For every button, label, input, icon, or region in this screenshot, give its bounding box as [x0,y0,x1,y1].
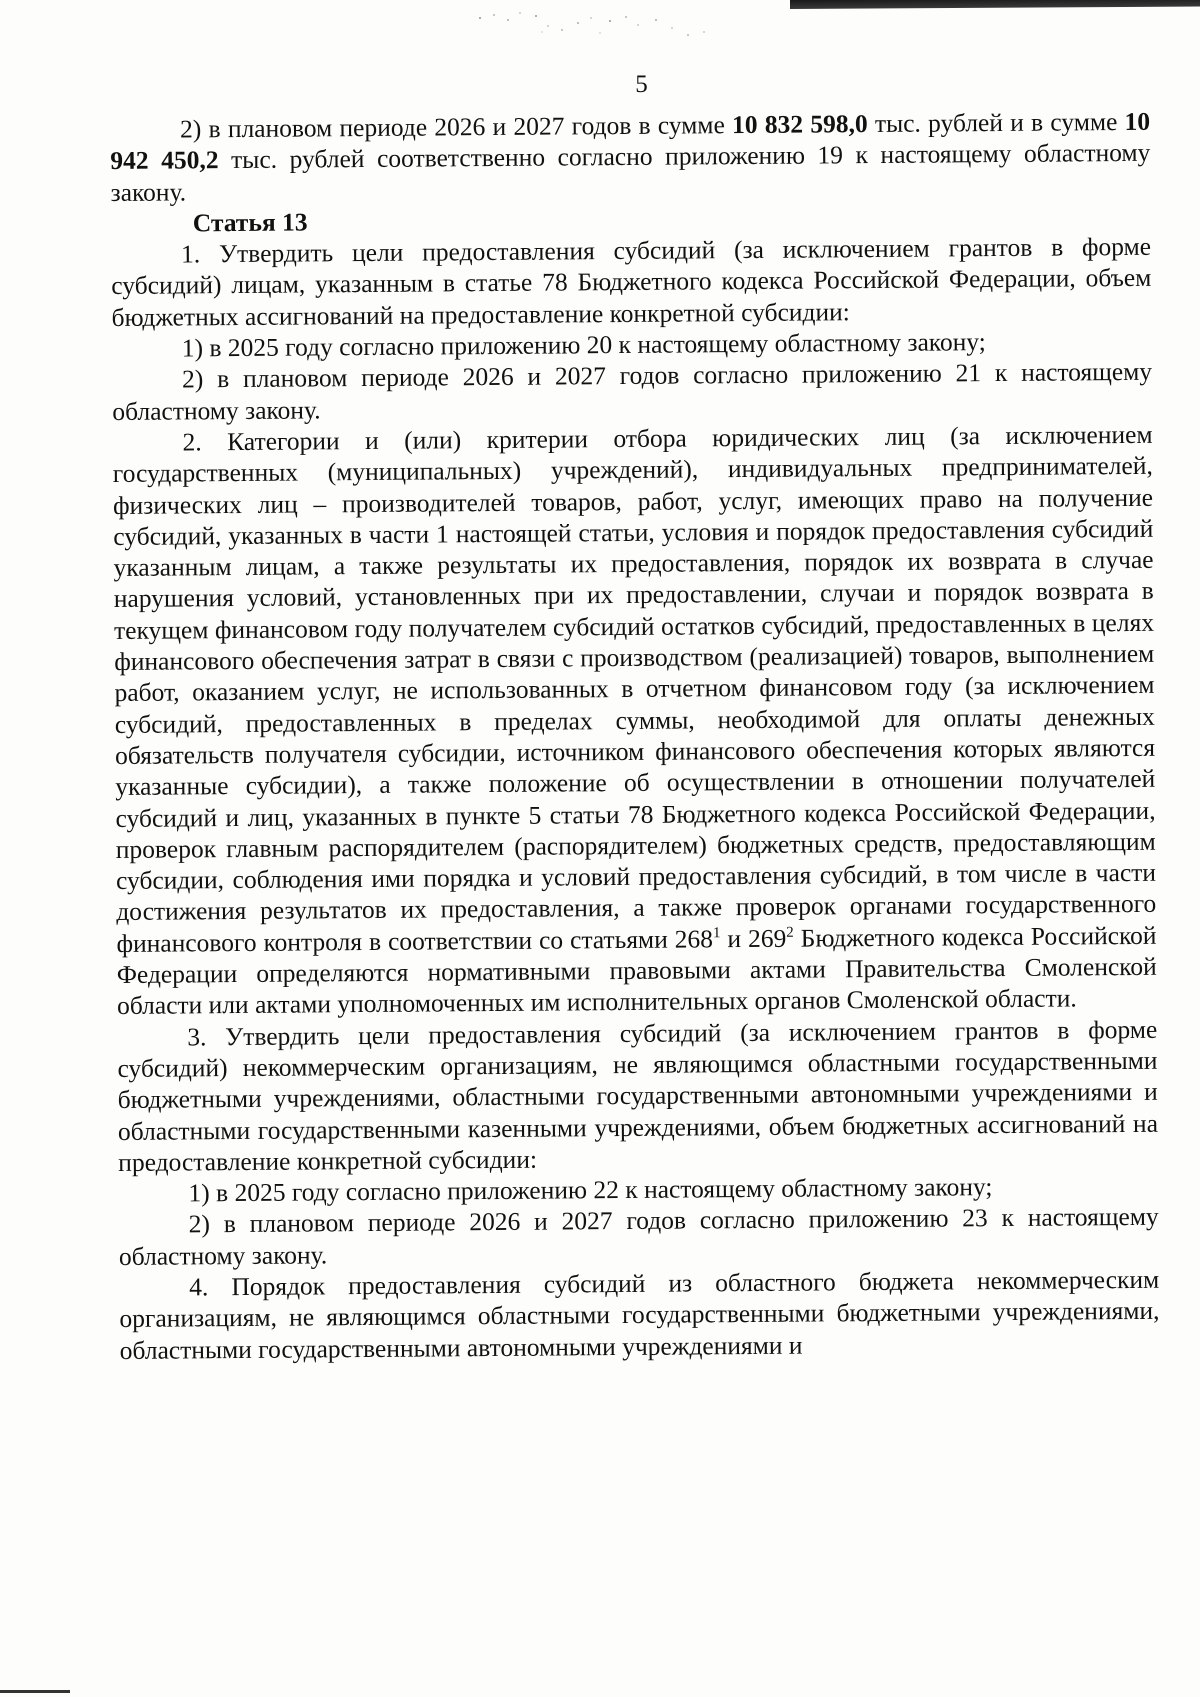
article-13-part-3-item-2: 2) в плановом периоде 2026 и 2027 годов согласно приложению 23 к настоящему областному закону. [118,1202,1159,1271]
text-run: Бюджетного кодекса Российской Федерации определяются нормативными правовыми актами Правительства Смоленской области или актами уполномоченных им исполнительных органов Смоленской области. [116,920,1157,1021]
article-13-part-1-item-1: 1) в 2025 году согласно приложению 20 к настоящему областному закону; [181,327,986,363]
superscript: 1 [712,924,721,942]
article-13-part-1: 1. Утвердить цели предоставления субсидий (за исключением грантов в форме субсидий) лицам, указанным в статье 78 Бюджетного кодекса Российской Федерации, объем бюджетных ассигнований на предоставление конкретной субсидии: [111,232,1152,332]
article-12-item-2 [110,106,1151,208]
text-run: тыс. рублей и в сумме [867,107,1125,139]
text-run: 2) в плановом периоде 2026 и 2027 годов в сумме [180,110,733,144]
document-body [110,106,1160,1366]
article-13-part-3-item-1: 1) в 2025 году согласно приложению 22 к настоящему областному закону; [188,1172,993,1208]
article-13-part-3: 3. Утвердить цели предоставления субсидий (за исключением грантов в форме субсидий) некоммерческим организациям, не являющимся областными государственными бюджетными учреждениями, областными государственными автономными учреждениями и областными государственными казенными учреждениями, объем бюджетных ассигнований на предоставление конкретной субсидии: [117,1014,1159,1177]
article-13-part-2 [112,419,1157,1022]
article-13-title: Статья 13 [192,207,308,238]
article-13-part-1-item-2: 2) в плановом периоде 2026 и 2027 годов согласно приложению 21 к настоящему областному закону. [112,357,1153,426]
text-run: тыс. рублей соответственно согласно приложению 19 к настоящему областному закону. [110,138,1151,207]
text-run: 2. Категории и (или) критерии отбора юридических лиц (за исключением государственных (муниципальных) учреждений), индивидуальных предпринимателей, физических лиц – производителей товаров, работ, услуг, имеющих право на получение субсидий, указанных в части 1 настоящей статьи, условия и порядок предоставления субсидий указанным лицам, а также результаты их предоставления, порядок их возврата в случае нарушения условий, установленных при их предоставлении, случаи и порядок возврата в текущем финансовом году получателем субсидий остатков субсидий, предоставленных в целях финансового обеспечения затрат в связи с производством (реализацией) товаров, выполнением работ, оказанием услуг, не использованных в отчетном финансовом году (за исключением субсидий, предоставленных в пределах суммы, необходимой для оплаты денежных обязательств получателя субсидии, источником финансового обеспечения которых являются указанные субсидии), а также положение об осуществлении в отношении получателей субсидий и лиц, указанных в пункте 5 статьи 78 Бюджетного кодекса Российской Федерации, проверок главным распорядителем (распорядителем) бюджетных средств, предоставляющим субсидии, соблюдения ими порядка и условий предоставления субсидий, в том числе в части достижения результатов их предоставления, а также проверок органами государственного финансового контроля в соответствии со статьями 268 [112,419,1157,958]
amount-2026: 10 832 598,0 [731,109,868,140]
scan-edge-mark [0,1690,70,1693]
scan-noise-specks [460,6,760,42]
superscript: 2 [786,924,794,941]
page-number: 5 [635,71,648,98]
scan-edge-shadow [790,0,1200,9]
text-run: и 269 [720,923,787,953]
article-13-part-4: 4. Порядок предоставления субсидий из областного бюджета некоммерческим организациям, не являющимся областными государственными бюджетными учреждениями, областными государственными автономными учреждениями и [119,1264,1160,1365]
amount-2027: 10 942 450,2 [110,106,1151,176]
